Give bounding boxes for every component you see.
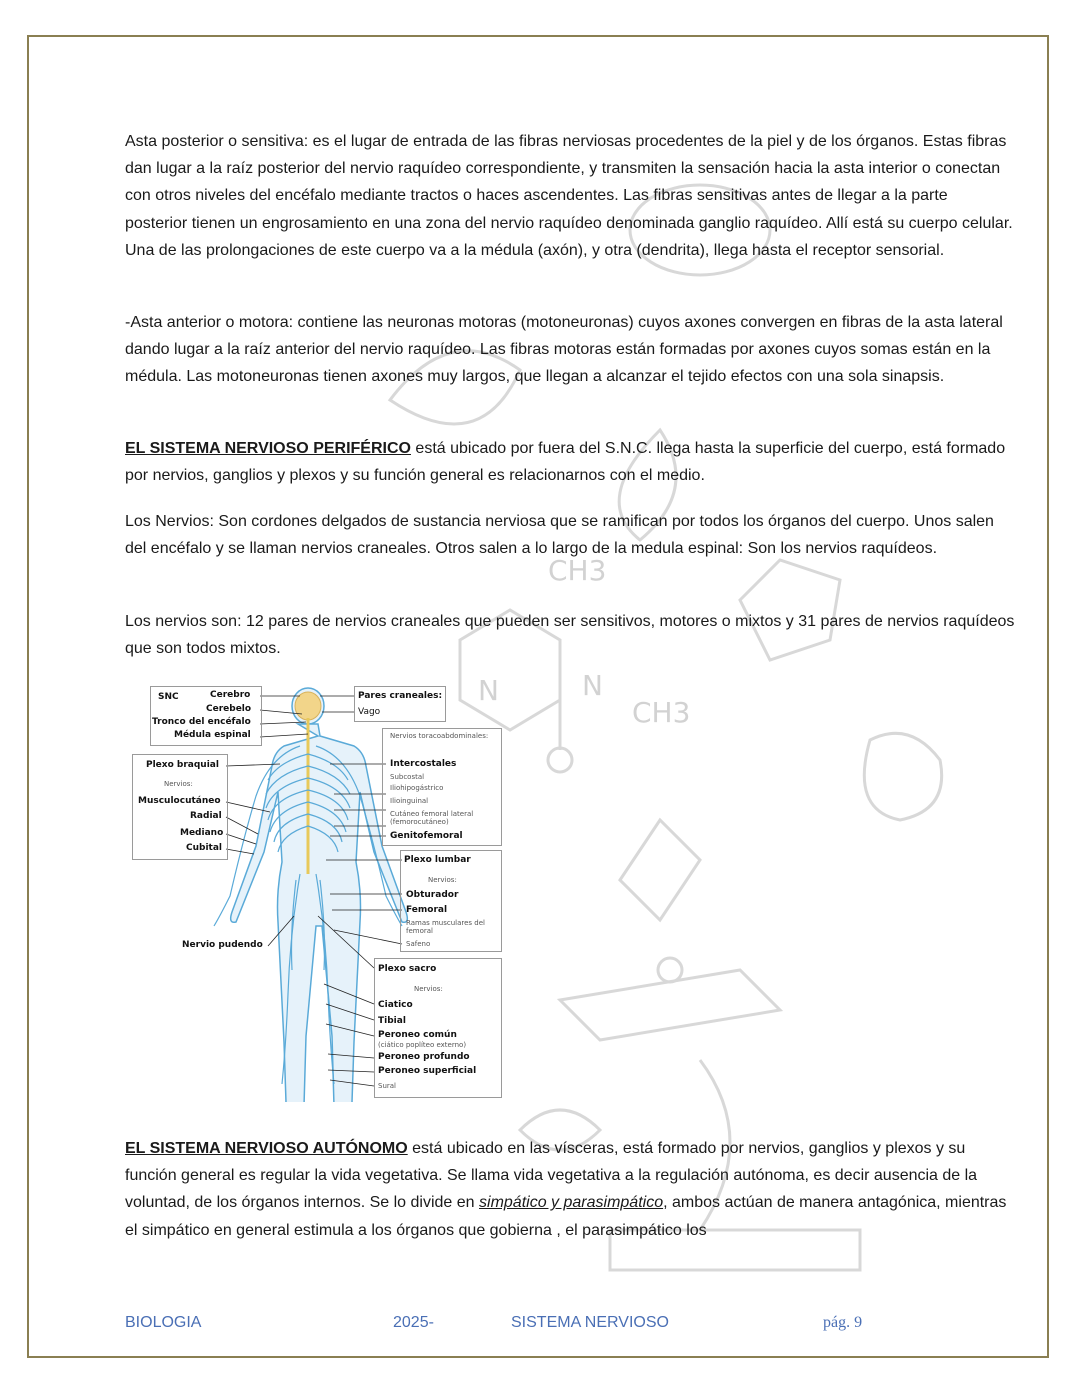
label-nervios-sacro: Nervios: — [414, 985, 443, 993]
paragraph-snp-text: está ubicado por fuera del S.N.C. llega hasta la superficie del cuerpo, está formado por nervios, ganglios y plexos y su función general es relacionarnos con el medio. — [125, 440, 1006, 485]
label-cerebelo: Cerebelo — [206, 704, 252, 714]
watermark-ch3: CH3 — [632, 696, 691, 729]
paragraph-pares: Los nervios son: 12 pares de nervios craneales que pueden ser sensitivos, motores o mixtos y 31 pares de nervios raquídeos que son todos mixtos. — [125, 613, 1015, 658]
label-safeno: Safeno — [406, 940, 431, 948]
label-intercostales: Intercostales — [390, 759, 457, 769]
watermark-ch3: CH3 — [548, 554, 607, 587]
label-peroneo-profundo: Peroneo profundo — [378, 1052, 470, 1062]
paragraph-asta-posterior: Asta posterior o sensitiva: es el lugar de entrada de las fibras nerviosas procedentes de la piel y de los órganos. Estas fibras dan lugar a la raíz posterior del nervio raquídeo correspondiente, y transmiten la sensación hacia la asta interior o conectan con otros niveles del encéfalo mediante tractos o haces ascendentes. Las fibras sensitivas antes de llegar a la parte posterior tienen un engrosamiento en una zona del nervio raquídeo denominada ganglio raquídeo. Allí está su cuerpo celular. Una de las prolongaciones de este cuerpo va a la médula (axón), y otra (dendrita), llega hasta el receptor sensorial. — [125, 133, 1013, 259]
footer-topic: SISTEMA NERVIOSO — [511, 1314, 669, 1331]
label-iliohipogastrico: Iliohipogástrico — [390, 784, 444, 792]
label-plexo-braquial: Plexo braquial — [146, 760, 219, 770]
label-femoral: Femoral — [406, 905, 448, 915]
watermark-n: N — [478, 674, 499, 707]
label-ciatico: Ciatico — [378, 1000, 413, 1010]
paragraph-sna-text-b: , ambos actúan de manera antagónica, mientras el simpático en general estimula a los órganos que gobierna , el parasimpático los — [125, 1194, 1007, 1239]
label-tibial: Tibial — [378, 1016, 406, 1026]
sacral-box — [374, 958, 502, 1098]
label-cubital: Cubital — [186, 843, 222, 853]
label-mediano: Mediano — [180, 828, 224, 838]
watermark-n: N — [582, 669, 603, 702]
label-ilioinguinal: Ilioinguinal — [390, 797, 429, 805]
label-medula: Médula espinal — [174, 730, 251, 740]
footer-subject: BIOLOGIA — [125, 1314, 202, 1331]
label-ramas-musculares: Ramas musculares del femoral — [406, 919, 485, 935]
paragraph-nervios: Los Nervios: Son cordones delgados de sustancia nerviosa que se ramifican por todos los órganos del cuerpo. Unos salen del encéfalo y se llaman nervios craneales. Otros salen a lo largo de la medula espinal: Son los nervios raquídeos. — [125, 513, 994, 558]
label-cutaneo-femoral: Cutáneo femoral lateral (femorocutáneo) — [390, 810, 474, 826]
label-snc: SNC — [158, 692, 179, 702]
label-peroneo-superficial: Peroneo superficial — [378, 1066, 477, 1076]
footer-page-number: pág. 9 — [823, 1314, 863, 1331]
heading-snp: EL SISTEMA NERVIOSO PERIFÉRICO — [125, 440, 411, 457]
label-genitofemoral: Genitofemoral — [390, 831, 463, 841]
paragraph-asta-anterior: -Asta anterior o motora: contiene las neuronas motoras (motoneuronas) cuyos axones convergen en fibras de la asta lateral dando lugar a la raíz anterior del nervio raquídeo. Las fibras motoras están formadas por axones cuyos somas están en la médula. Las motoneuronas tienen axones muy largos, que llegan a alcanzar el tejido efectos con una sola sinapsis. — [125, 314, 1003, 386]
label-radial: Radial — [190, 811, 222, 821]
label-vago: Vago — [358, 707, 381, 717]
label-peroneo-comun: Peroneo común — [378, 1030, 457, 1040]
label-plexo-lumbar: Plexo lumbar — [404, 855, 471, 865]
label-tronco: Tronco del encéfalo — [152, 717, 251, 727]
heading-sna: EL SISTEMA NERVIOSO AUTÓNOMO — [125, 1140, 408, 1157]
label-cerebro: Cerebro — [210, 690, 251, 700]
label-nervios-lumbar: Nervios: — [428, 876, 457, 884]
label-sural: Sural — [378, 1082, 396, 1090]
label-musculocutaneo: Musculocutáneo — [138, 796, 221, 806]
label-pares-craneales: Pares craneales: — [358, 691, 443, 701]
paragraph-snp — [125, 435, 1015, 489]
label-ciatico-popliteo: (ciático poplíteo externo) — [378, 1041, 467, 1049]
label-nervio-pudendo: Nervio pudendo — [182, 940, 263, 950]
label-obturador: Obturador — [406, 890, 459, 900]
label-nervios-braquial: Nervios: — [164, 780, 193, 788]
footer-year: 2025- — [393, 1314, 434, 1331]
paragraph-sna — [125, 1135, 1015, 1244]
label-subcostal: Subcostal — [390, 773, 425, 781]
nervous-system-figure — [130, 684, 510, 1102]
label-plexo-sacro: Plexo sacro — [378, 964, 437, 974]
sna-divisions: simpático y parasimpático — [479, 1194, 664, 1212]
paragraph-sna-text-a: está ubicado en las vísceras, está formado por nervios, ganglios y plexos y su función general es regular la vida vegetativa. Se llama vida vegetativa a la regulación autónoma, es decir ausencia de la voluntad, de los órganos internos. Se lo divide en — [125, 1140, 978, 1212]
label-nervios-toracoabdominales: Nervios toracoabdominales: — [390, 732, 489, 740]
